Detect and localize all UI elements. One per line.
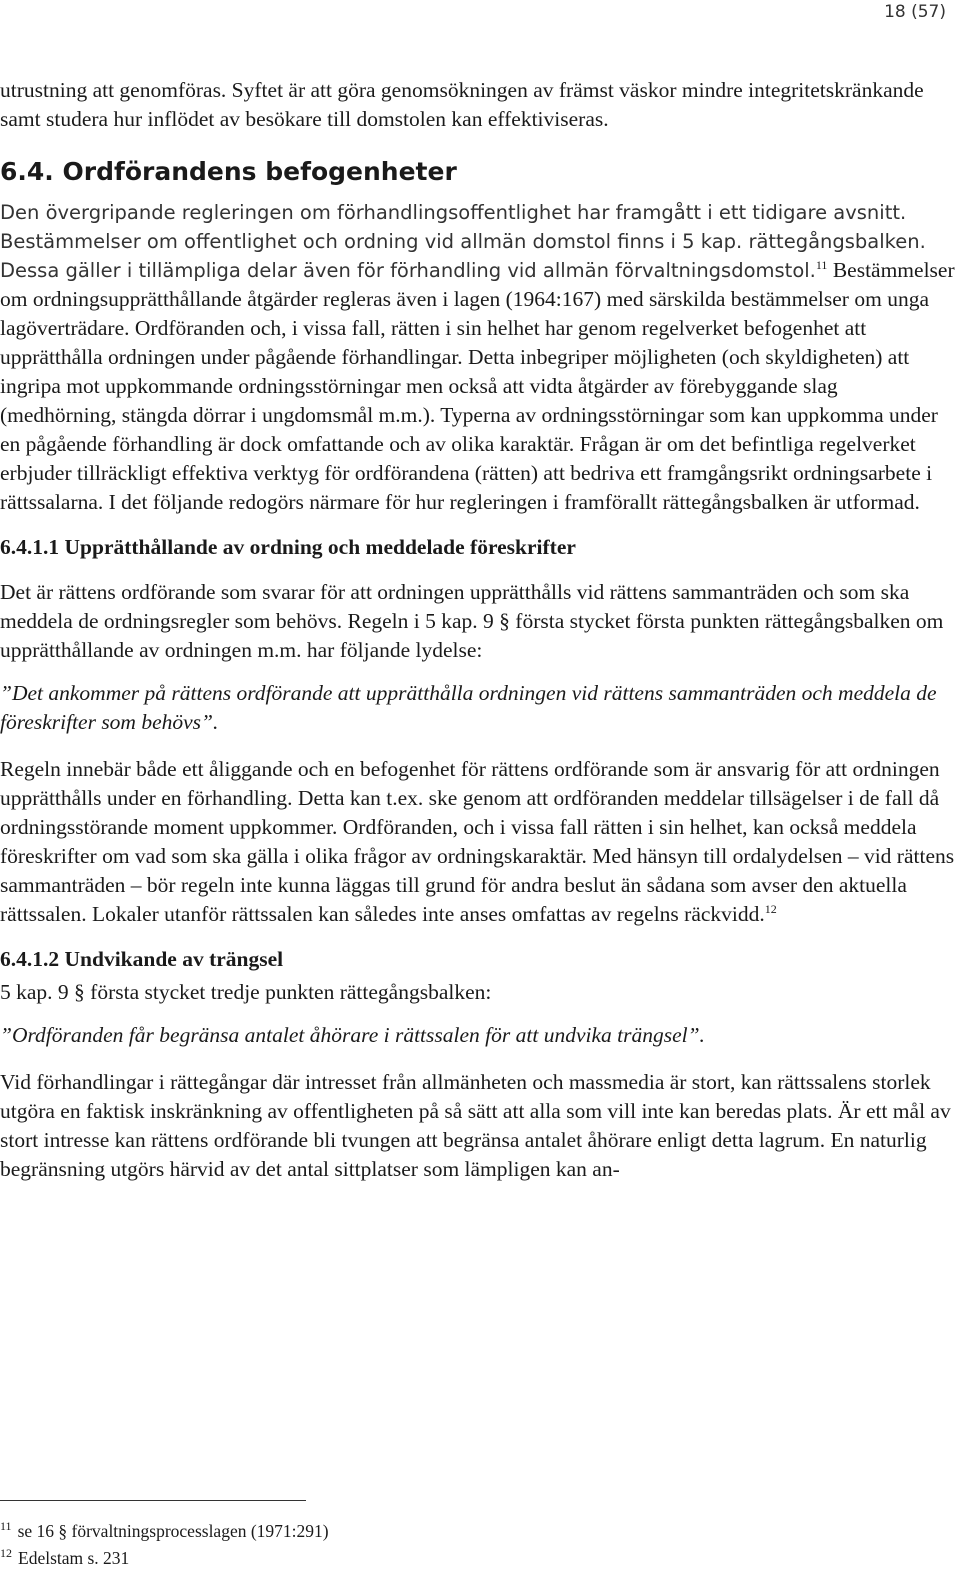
document-body [0,76,955,1184]
quote-5-kap-9-par-1: ”Det ankommer på rättens ordförande att upprätthålla ordningen vid rättens sammanträden och meddela de föreskrifter som behövs”. [0,681,937,734]
footnote-number: 11 [0,1519,12,1533]
intro-paragraph: utrustning att genomföras. Syftet är att göra genomsökningen av främst väskor mindre integritetskränkande samt studera hur inflödet av besökare till domstolen kan effektiviseras. [0,78,924,131]
regeln-text: Regeln innebär både ett åliggande och en befogenhet för rättens ordförande som är ansvarig för att ordningen upprätthålls under en förhandling. Detta kan t.ex. ske genom att ordföranden meddelar tillsägelser i de fall då ordningsstörande moment uppkommer. Ordföranden, och i vissa fall rätten i sin helhet, kan också meddela föreskrifter om vad som ska gälla i olika frågor av ordningskaraktär. Med hänsyn till ordalydelsen – vid rättens sammanträden – bör regeln inte kunna läggas till grund för andra beslut än sådana som avser den aktuella rättssalen. Lokaler utanför rättssalen kan således inte anses omfattas av regelns räckvidd. [0,757,955,926]
section-heading-6-4-1-1: 6.4.1.1 Upprätthållande av ordning och meddelade föreskrifter [0,535,576,559]
section-6-4-paragraph [0,198,955,517]
page-number: 18 (57) [884,2,946,22]
footnote-11 [0,1515,329,1542]
footnote-ref-11: 11 [815,257,828,272]
section-heading-6-4: 6.4. Ordförandens befogenheter [0,157,457,186]
regeln-paragraph [0,755,955,929]
section-6-4-1-1-paragraph: Det är rättens ordförande som svarar för att ordningen upprätthålls vid rättens sammanträden och som ska meddela de ordningsregler som behövs. Regeln i 5 kap. 9 § första stycket första punkten rättegångsbalken om upprätthållande av ordningen m.m. har följande lydelse: [0,580,944,662]
footnote-divider [0,1500,306,1501]
footnote-text: se 16 § förvaltningsprocesslagen (1971:291) [17,1520,329,1541]
final-paragraph: Vid förhandlingar i rättegångar där intresset från allmänheten och massmedia är stort, kan rättssalens storlek utgöra en faktisk inskränkning av offentligheten på så sätt att alla som vill inte kan beredas plats. Är ett mål av stort intresse kan rättens ordförande bli tvungen att begränsa antalet åhörare enligt detta lagrum. En naturlig begränsning utgörs härvid av det antal sittplatser som lämpligen kan an- [0,1070,951,1181]
quote-5-kap-9-par-3: ”Ordföranden får begränsa antalet åhörare i rättssalen för att undvika trängsel”. [0,1023,705,1047]
footnote-text: Edelstam s. 231 [18,1547,130,1568]
section-6-4-1-2-paragraph: 5 kap. 9 § första stycket tredje punkten rättegångsbalken: [0,980,492,1004]
footnote-number: 12 [0,1545,12,1560]
footnote-12 [0,1542,329,1569]
section-heading-6-4-1-2: 6.4.1.2 Undvikande av trängsel [0,947,284,971]
section-6-4-sans-text: Den övergripande regleringen om förhandlingsoffentlighet har framgått i ett tidigare avsnitt. Bestämmelser om offentlighet och ordning vid allmän domstol finns i 5 kap. rättegångsbalken. Dessa gäller i tillämpliga delar även för förhandling vid allmän förvaltningsdomstol. [0,201,926,282]
section-6-4-main-text: Bestämmelser om ordningsupprätthållande åtgärder regleras även i lagen (1964:167) med särskilda bestämmelser om unga lagöverträdare. Ordföranden och, i vissa fall, rätten i sin helhet har genom regelverket befogenhet att upprätthålla ordningen under pågående förhandlingar. Detta inbegriper möjligheten (och skyldigheten) att ingripa mot uppkommande ordningsstörningar men också att vidta åtgärder av förebyggande slag (medhörning, stängda dörrar i ungdomsmål m.m.). Typerna av ordningsstörningar som kan uppkomma under en pågående förhandling är dock omfattande och av olika karaktär. Frågan är om det befintliga regelverket erbjuder tillräckligt effektiva verktyg för ordförandena (rätten) att bedriva ett framgångsrikt ordningsarbete i rättssalarna. I det följande redogörs närmare för hur regleringen i framförallt rättegångsbalken är utformad. [0,258,955,514]
footnote-ref-12: 12 [764,901,777,916]
